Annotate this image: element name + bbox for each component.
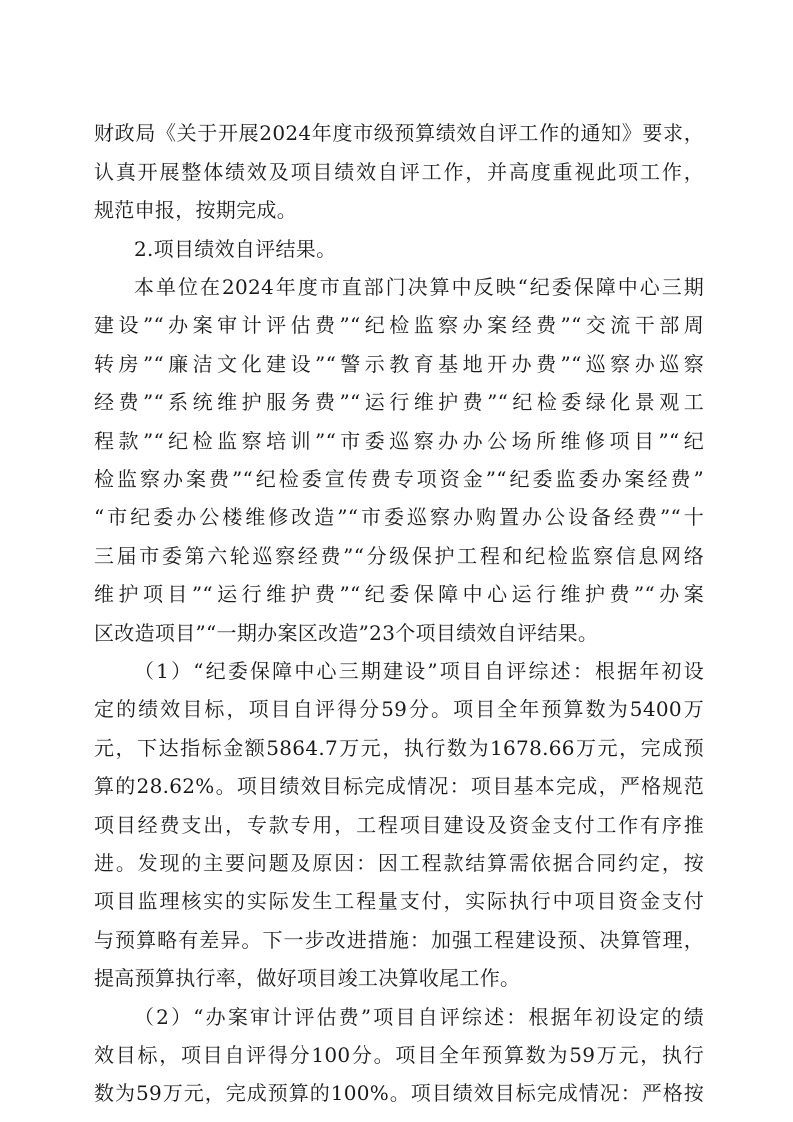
paragraph-line: 效目标，项目自评得分100分。项目全年预算数为59万元，执行 bbox=[94, 1043, 704, 1067]
paragraph-line: 财政局《关于开展2024年度市级预算绩效自评工作的通知》要求， bbox=[94, 121, 704, 145]
paragraph-line: （1）“纪委保障中心三期建设”项目自评综述：根据年初设 bbox=[134, 659, 704, 683]
paragraph-line: 定的绩效目标，项目自评得分59分。项目全年预算数为5400万 bbox=[94, 697, 704, 721]
paragraph-line: （2）“办案审计评估费”项目自评综述：根据年初设定的绩 bbox=[134, 1005, 704, 1029]
paragraph-line: 建设”“办案审计评估费”“纪检监察办案经费”“交流干部周 bbox=[94, 313, 704, 337]
paragraph-line: 维护项目”“运行维护费”“纪委保障中心运行维护费”“办案 bbox=[94, 582, 704, 606]
paragraph-line: 本单位在2024年度市直部门决算中反映“纪委保障中心三期 bbox=[134, 275, 704, 299]
paragraph-line: 经费”“系统维护服务费”“运行维护费”“纪检委绿化景观工 bbox=[94, 390, 704, 414]
paragraph-line: 区改造项目”“一期办案区改造”23个项目绩效自评结果。 bbox=[94, 621, 599, 645]
paragraph-line: 与预算略有差异。下一步改进措施：加强工程建设预、决算管理， bbox=[94, 928, 704, 952]
paragraph-line: 算的28.62%。项目绩效目标完成情况：项目基本完成，严格规范 bbox=[94, 774, 704, 798]
paragraph-line: 提高预算执行率，做好项目竣工决算收尾工作。 bbox=[94, 966, 521, 990]
paragraph-line: 三届市委第六轮巡察经费”“分级保护工程和纪检监察信息网络 bbox=[94, 544, 704, 568]
paragraph-line: 检监察办案费”“纪检委宣传费专项资金”“纪委监委办案经费” bbox=[94, 467, 704, 491]
paragraph-line: 转房”“廉洁文化建设”“警示教育基地开办费”“巡察办巡察 bbox=[94, 352, 704, 376]
paragraph-line: 项目监理核实的实际发生工程量支付，实际执行中项目资金支付 bbox=[94, 889, 704, 913]
paragraph-line: 项目经费支出，专款专用，工程项目建设及资金支付工作有序推 bbox=[94, 813, 704, 837]
paragraph-line: 程款”“纪检监察培训”“市委巡察办办公场所维修项目”“纪 bbox=[94, 429, 704, 453]
paragraph-line: 进。发现的主要问题及原因：因工程款结算需依据合同约定，按 bbox=[94, 851, 704, 875]
paragraph-line: 认真开展整体绩效及项目绩效自评工作，并高度重视此项工作， bbox=[94, 160, 704, 184]
section-heading: 2.项目绩效自评结果。 bbox=[134, 237, 337, 261]
paragraph-line: 规范申报，按期完成。 bbox=[94, 198, 297, 222]
paragraph-line: 数为59万元，完成预算的100%。项目绩效目标完成情况：严格按 bbox=[94, 1081, 704, 1105]
paragraph-line: 元，下达指标金额5864.7万元，执行数为1678.66万元，完成预 bbox=[94, 736, 704, 760]
paragraph-line: “市纪委办公楼维修改造”“市委巡察办购置办公设备经费”“十 bbox=[94, 505, 704, 529]
